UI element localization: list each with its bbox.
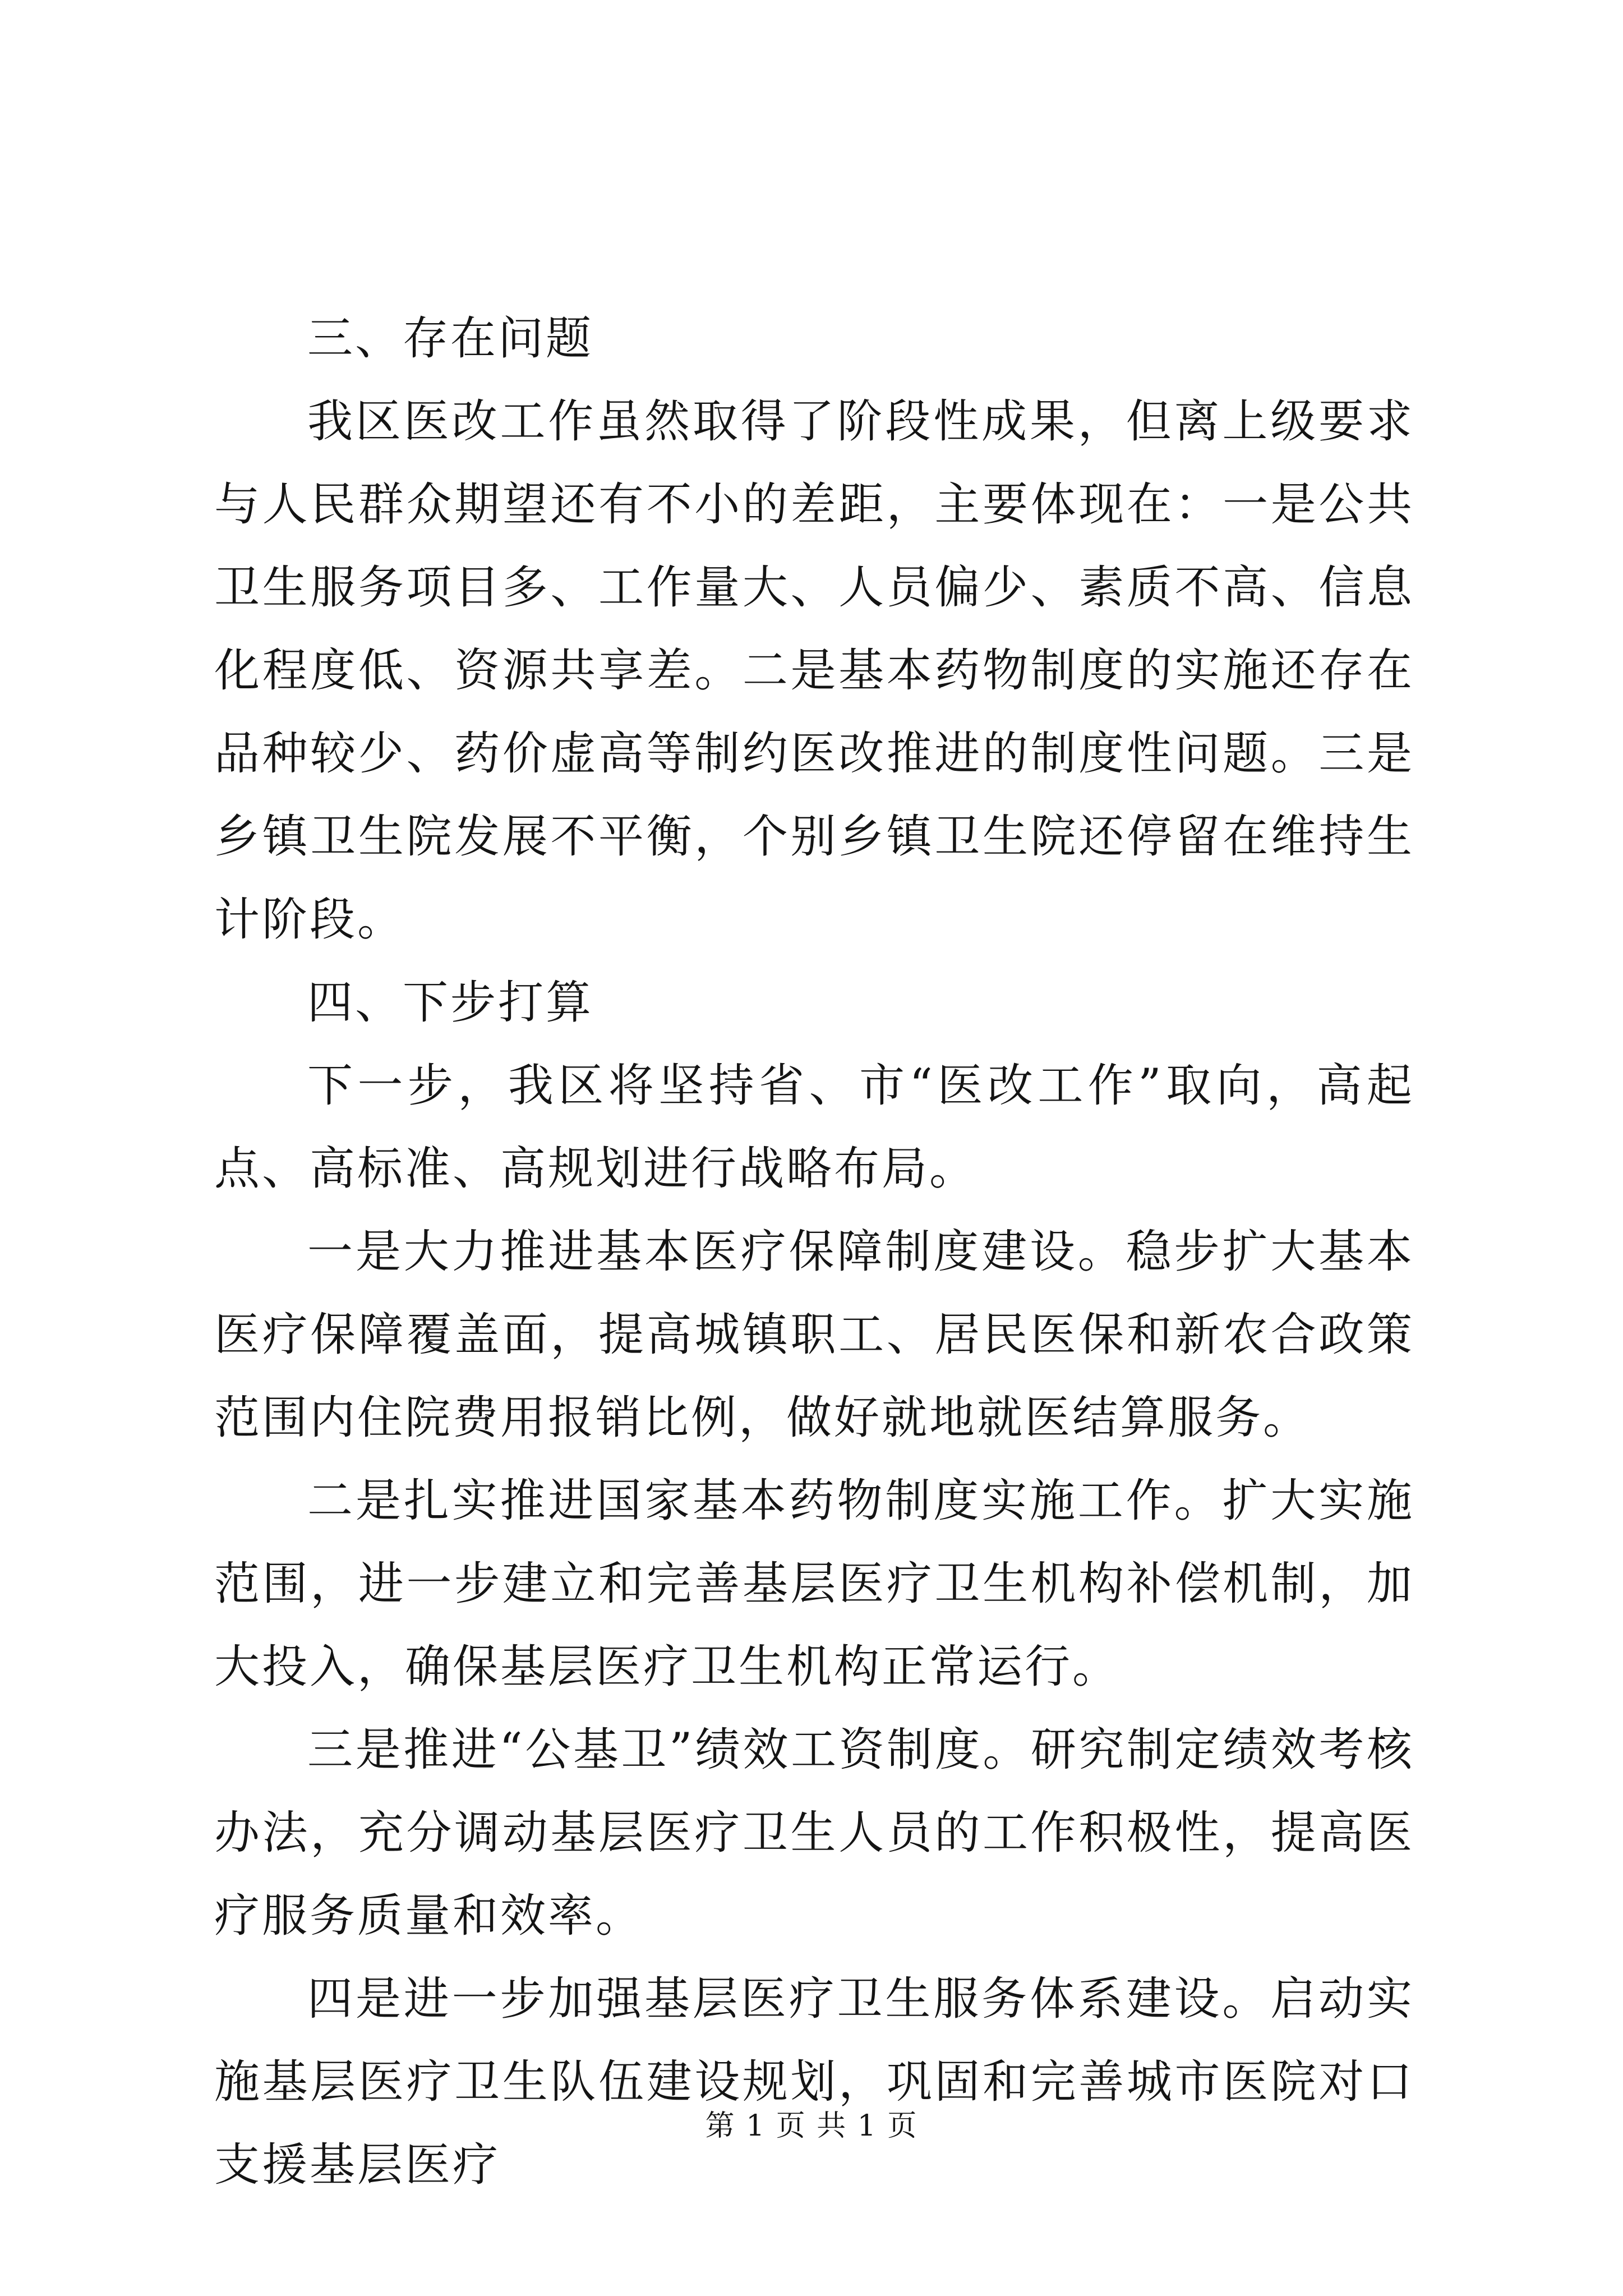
page-footer: 第 1 页 共 1 页 xyxy=(705,2109,918,2143)
section-heading-problems: 三、存在问题 xyxy=(307,312,594,365)
section-heading-next-steps: 四、下步打算 xyxy=(307,977,594,1029)
paragraph-plan-one: 一是大力推进基本医疗保障制度建设。稳步扩大基本医疗保障覆盖面，提高城镇职工、居民医保和新农合政策范围内住院费用报销比例，做好就地就医结算服务。 xyxy=(214,1226,1414,1444)
paragraph-problems: 我区医改工作虽然取得了阶段性成果，但离上级要求与人民群众期望还有不小的差距，主要体现在：一是公共卫生服务项目多、工作量大、人员偏少、素质不高、信息化程度低、资源共享差。二是基本药物制度的实施还存在品种较少、药价虚高等制约医改推进的制度性问题。三是乡镇卫生院发展不平衡，个别乡镇卫生院还停留在维持生计阶段。 xyxy=(214,395,1414,946)
paragraph-plan-four: 四是进一步加强基层医疗卫生服务体系建设。启动实施基层医疗卫生队伍建设规划，巩固和完善城市医院对口支援基层医疗 xyxy=(214,1973,1414,2192)
paragraph-plan-two: 二是扎实推进国家基本药物制度实施工作。扩大实施范围，进一步建立和完善基层医疗卫生机构补偿机制，加大投入，确保基层医疗卫生机构正常运行。 xyxy=(214,1475,1414,1694)
document-body xyxy=(214,297,1414,2207)
paragraph-plan-three: 三是推进“公基卫”绩效工资制度。研究制定绩效考核办法，充分调动基层医疗卫生人员的工作积极性，提高医疗服务质量和效率。 xyxy=(214,1724,1414,1943)
paragraph-next-steps-intro: 下一步，我区将坚持省、市“医改工作”取向，高起点、高标准、高规划进行战略布局。 xyxy=(214,1060,1414,1195)
